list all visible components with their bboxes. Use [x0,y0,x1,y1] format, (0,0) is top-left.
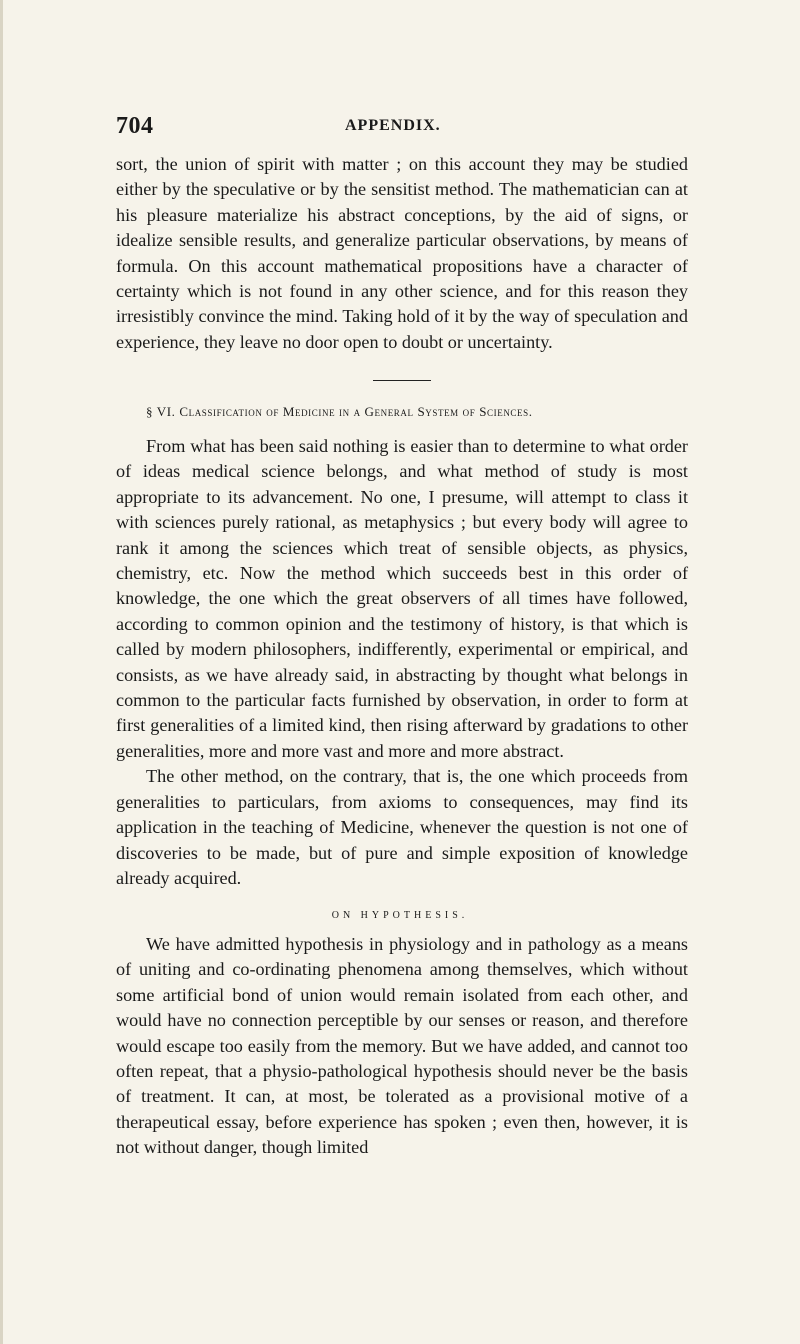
continuation-block [116,152,688,355]
section-number: § VI. [146,404,176,419]
section-heading [146,404,533,420]
running-head: APPENDIX. [345,117,441,134]
section-intro-paragraph: From what has been said nothing is easier than to determine to what order of ideas medical science belongs, and what method of study is most appropriate to its advancement. No one, I presume, will attempt to class it with sciences purely rational, as metaphysics ; but every body will agree to rank it among the sciences which treat of sensible objects, as physics, chemistry, etc. Now the method which succeeds best in this order of knowledge, the one which the great observers of all times have followed, according to common opinion and the testimony of history, is that which is called by modern philosophers, indifferently, experimental or empirical, and consists, as we have already said, in abstracting by thought what belongs in common to the particular facts furnished by observation, in order to form at first generalities of a limited kind, then rising afterward by gradations to other generalities, more and more vast and more and more abstract. [116,436,688,761]
hypothesis-paragraph: We have admitted hypothesis in physiology and in pathology as a means of uniting and co-ordinating phenomena among themselves, which without some artificial bond of union would remain isolated from each other, and would have no connection perceptible by our senses or reason, and therefore would escape too easily from the memory. But we have added, and cannot too often repeat, that a physio-pathological hypothesis should never be the basis of treatment. It can, at most, be tolerated as a provisional motive of a therapeutical essay, before experience has spoken ; even then, however, it is not without danger, though limited [116,934,688,1158]
section-body [116,434,688,891]
section-divider [373,380,431,381]
continuation-paragraph: sort, the union of spirit with matter ; on this account they may be studied either by the speculative or by the sensitist method. The mathematician can at his pleasure materialize his abstract conceptions, by the aid of signs, or idealize sensible results, and generalize particular observations, by means of formula. On this account mathematical propositions have a character of certainty which is not found in any other science, and for this reason they irresistibly convince the mind. Taking hold of it by the way of speculation and experience, they leave no door open to doubt or uncertainty. [116,154,688,352]
page-edge [0,0,3,1344]
page-header [116,113,686,143]
subheading-hypothesis: ON HYPOTHESIS. [331,910,469,921]
hypothesis-body [116,932,688,1161]
page-number: 704 [116,113,154,139]
section-title: Classification of Medicine in a General System of Sciences. [179,404,533,419]
other-method-paragraph: The other method, on the contrary, that is, the one which proceeds from generalities to particulars, from axioms to consequences, may find its application in the teaching of Medicine, whenever the question is not one of discoveries to be made, but of pure and simple exposition of knowledge already acquired. [116,766,688,888]
